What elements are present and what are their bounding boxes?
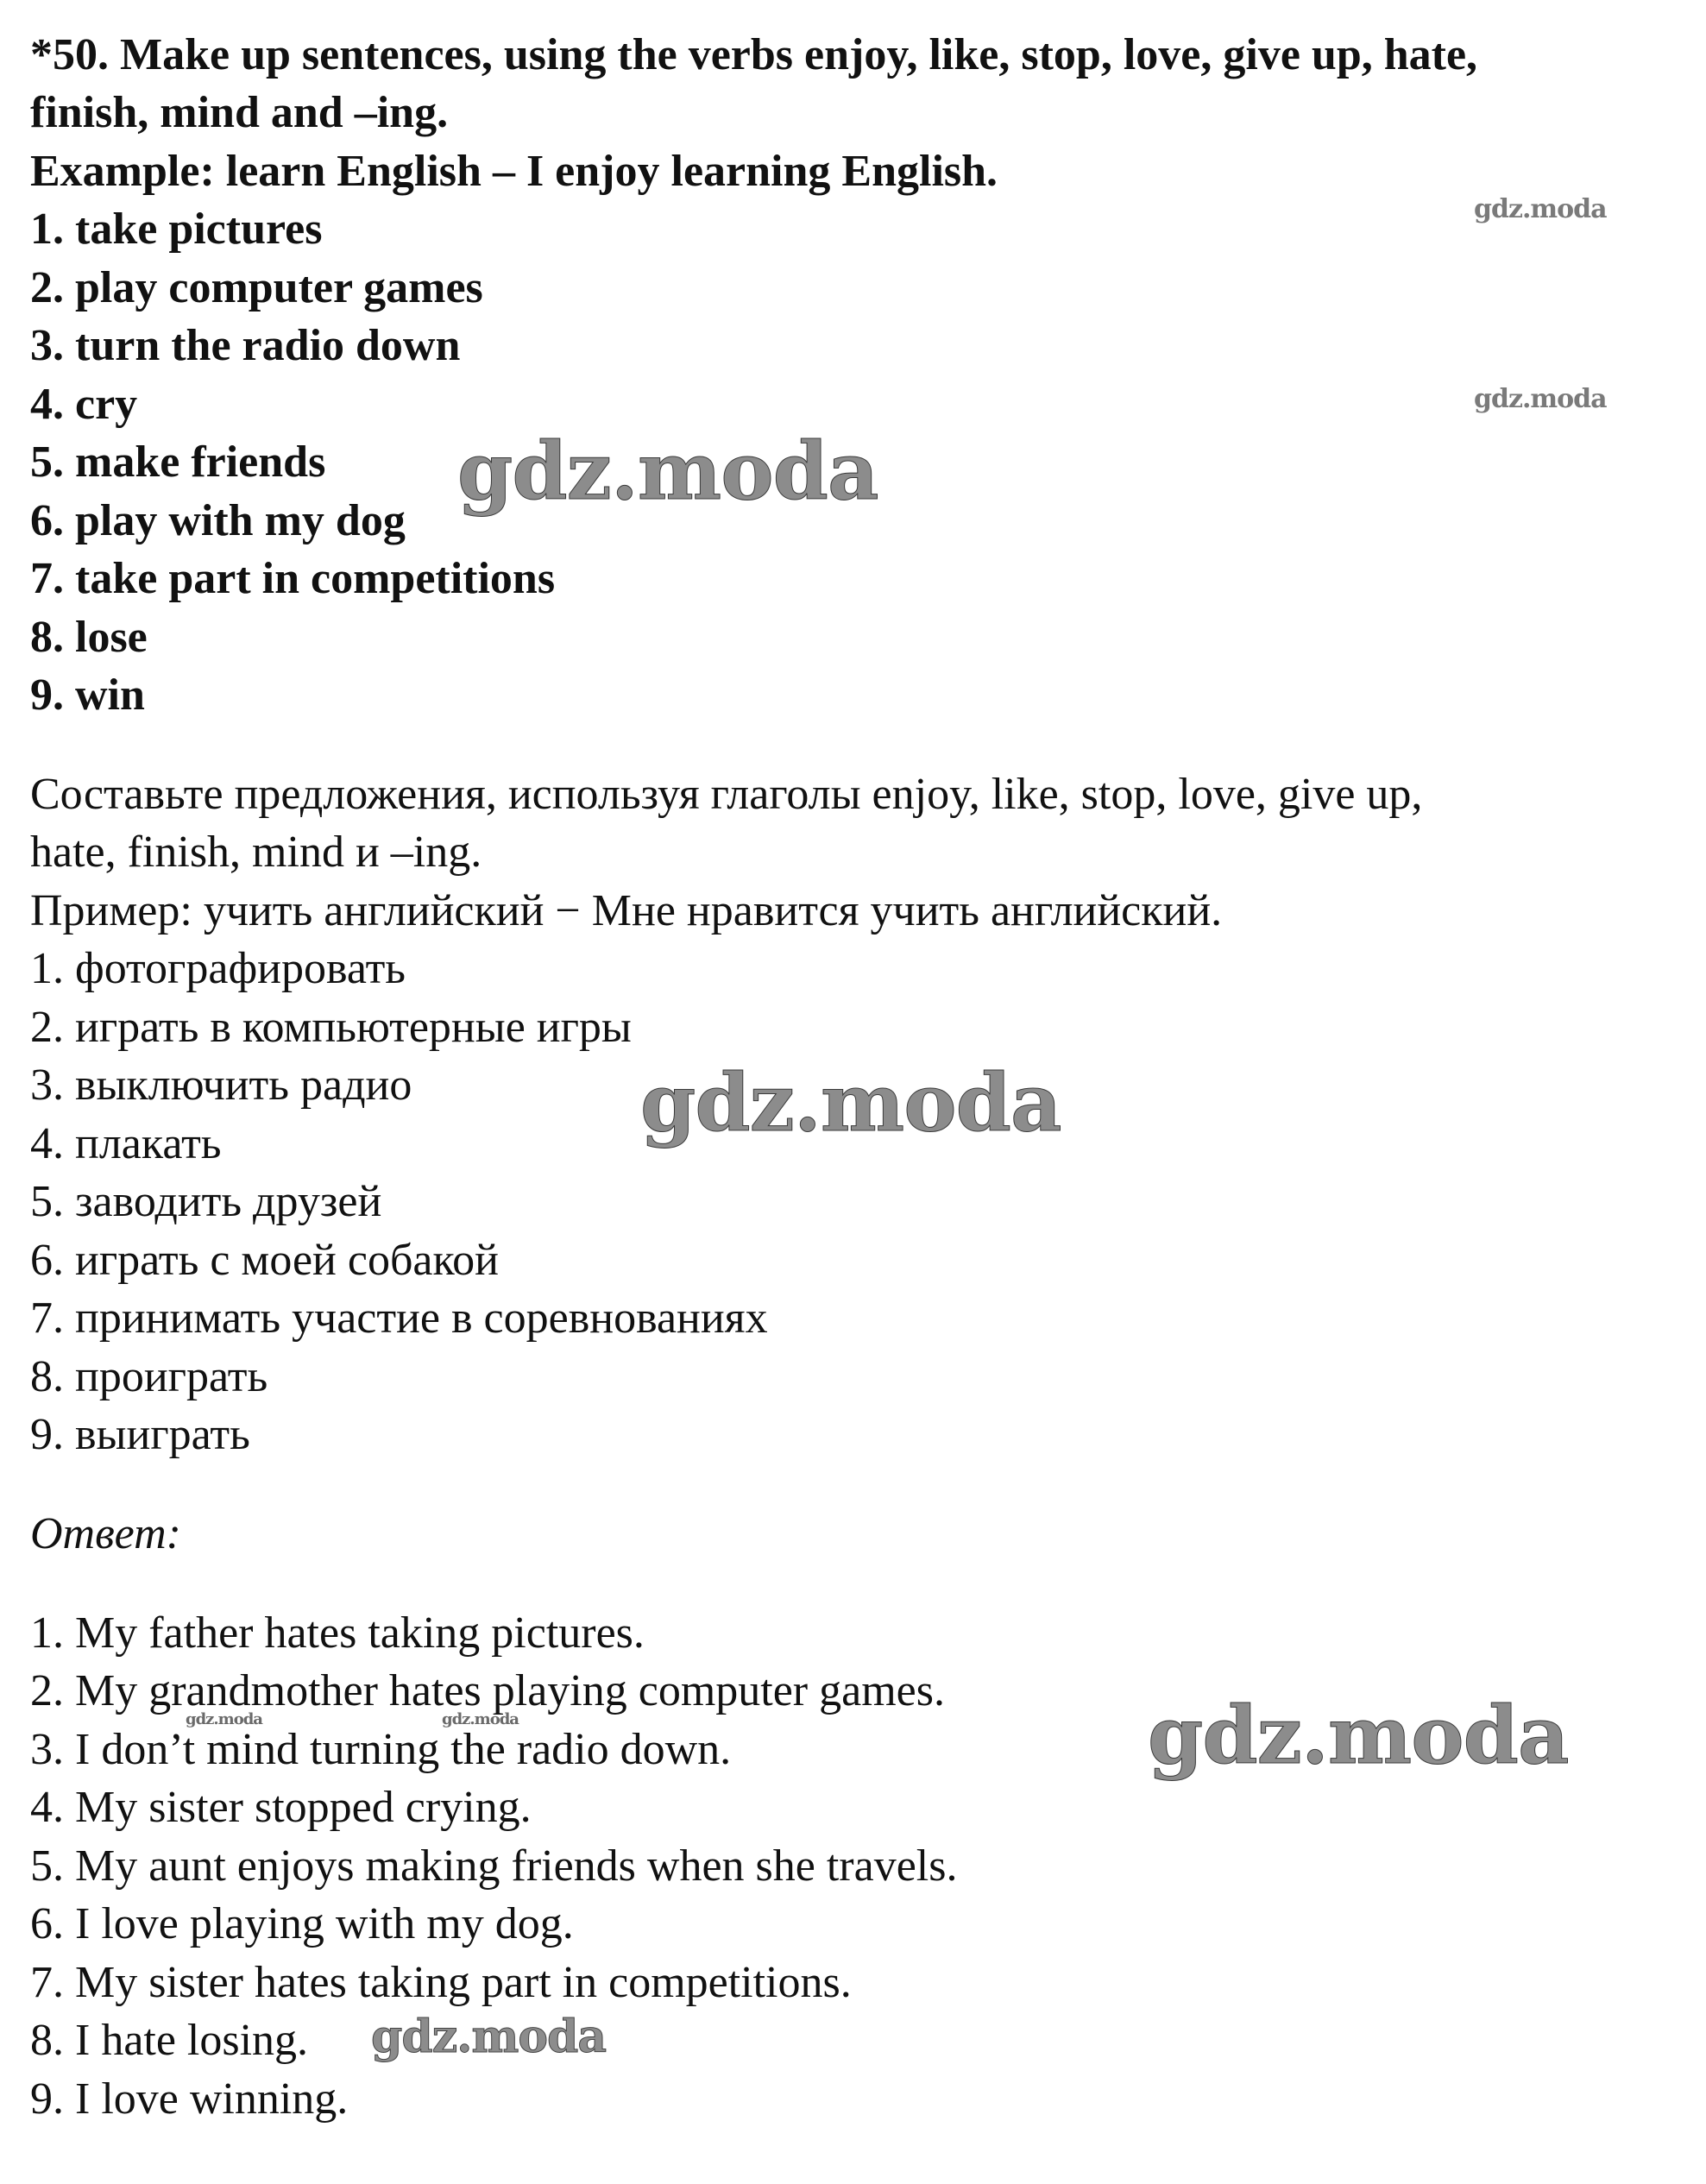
answer-heading: Ответ: xyxy=(30,1509,181,1558)
translation-item: 8. проиграть xyxy=(30,1352,268,1401)
task-title-line-1: *50. Make up sentences, using the verbs enjoy, like, stop, love, give up, hate, xyxy=(30,30,1478,79)
task-item: 6. play with my dog xyxy=(30,496,406,545)
task-item: 4. cry xyxy=(30,380,138,429)
translation-item: 1. фотографировать xyxy=(30,944,406,993)
answer-item: 4. My sister stopped crying. xyxy=(30,1783,532,1832)
task-item: 5. make friends xyxy=(30,437,326,487)
answer-item: 8. I hate losing. xyxy=(30,2016,309,2065)
task-item: 2. play computer games xyxy=(30,263,483,312)
answer-item: 7. My sister hates taking part in competitions. xyxy=(30,1958,852,2007)
watermark: gdz.moda xyxy=(371,2011,607,2063)
watermark: gdz.moda xyxy=(640,1056,1061,1149)
watermark: gdz.moda xyxy=(1474,194,1607,224)
answer-item: 6. I love playing with my dog. xyxy=(30,1899,574,1948)
translation-item: 5. заводить друзей xyxy=(30,1177,382,1226)
task-example: Example: learn English – I enjoy learning English. xyxy=(30,147,998,196)
task-item: 8. lose xyxy=(30,613,148,662)
answer-item: 1. My father hates taking pictures. xyxy=(30,1608,645,1658)
translation-item: 3. выключить радио xyxy=(30,1061,412,1110)
answer-item: 3. I don’t mind turning the radio down. xyxy=(30,1725,732,1774)
task-item: 7. take part in competitions xyxy=(30,554,556,603)
watermark: gdz.moda xyxy=(457,425,878,518)
watermark: gdz.moda xyxy=(186,1710,262,1728)
answer-item: 2. My grandmother hates playing computer games. xyxy=(30,1666,945,1715)
translation-item: 6. играть с моей собакой xyxy=(30,1236,499,1285)
answer-item: 5. My aunt enjoys making friends when she travels. xyxy=(30,1841,958,1891)
watermark: gdz.moda xyxy=(1148,1689,1569,1782)
watermark: gdz.moda xyxy=(442,1710,519,1728)
translation-item: 2. играть в компьютерные игры xyxy=(30,1003,632,1052)
task-item: 1. take pictures xyxy=(30,205,323,254)
translation-item: 4. плакать xyxy=(30,1119,222,1168)
translation-example: Пример: учить английский − Мне нравится учить английский. xyxy=(30,886,1223,935)
answer-item: 9. I love winning. xyxy=(30,2074,349,2124)
task-item: 3. turn the radio down xyxy=(30,321,461,370)
watermark: gdz.moda xyxy=(1474,384,1607,414)
task-item: 9. win xyxy=(30,670,145,720)
task-title-line-2: finish, mind and –ing. xyxy=(30,88,449,137)
translation-item: 9. выиграть xyxy=(30,1410,250,1459)
translation-line-1: Составьте предложения, используя глаголы enjoy, like, stop, love, give up, xyxy=(30,770,1423,819)
translation-line-2: hate, finish, mind и –ing. xyxy=(30,828,482,877)
translation-item: 7. принимать участие в соревнованиях xyxy=(30,1293,768,1343)
